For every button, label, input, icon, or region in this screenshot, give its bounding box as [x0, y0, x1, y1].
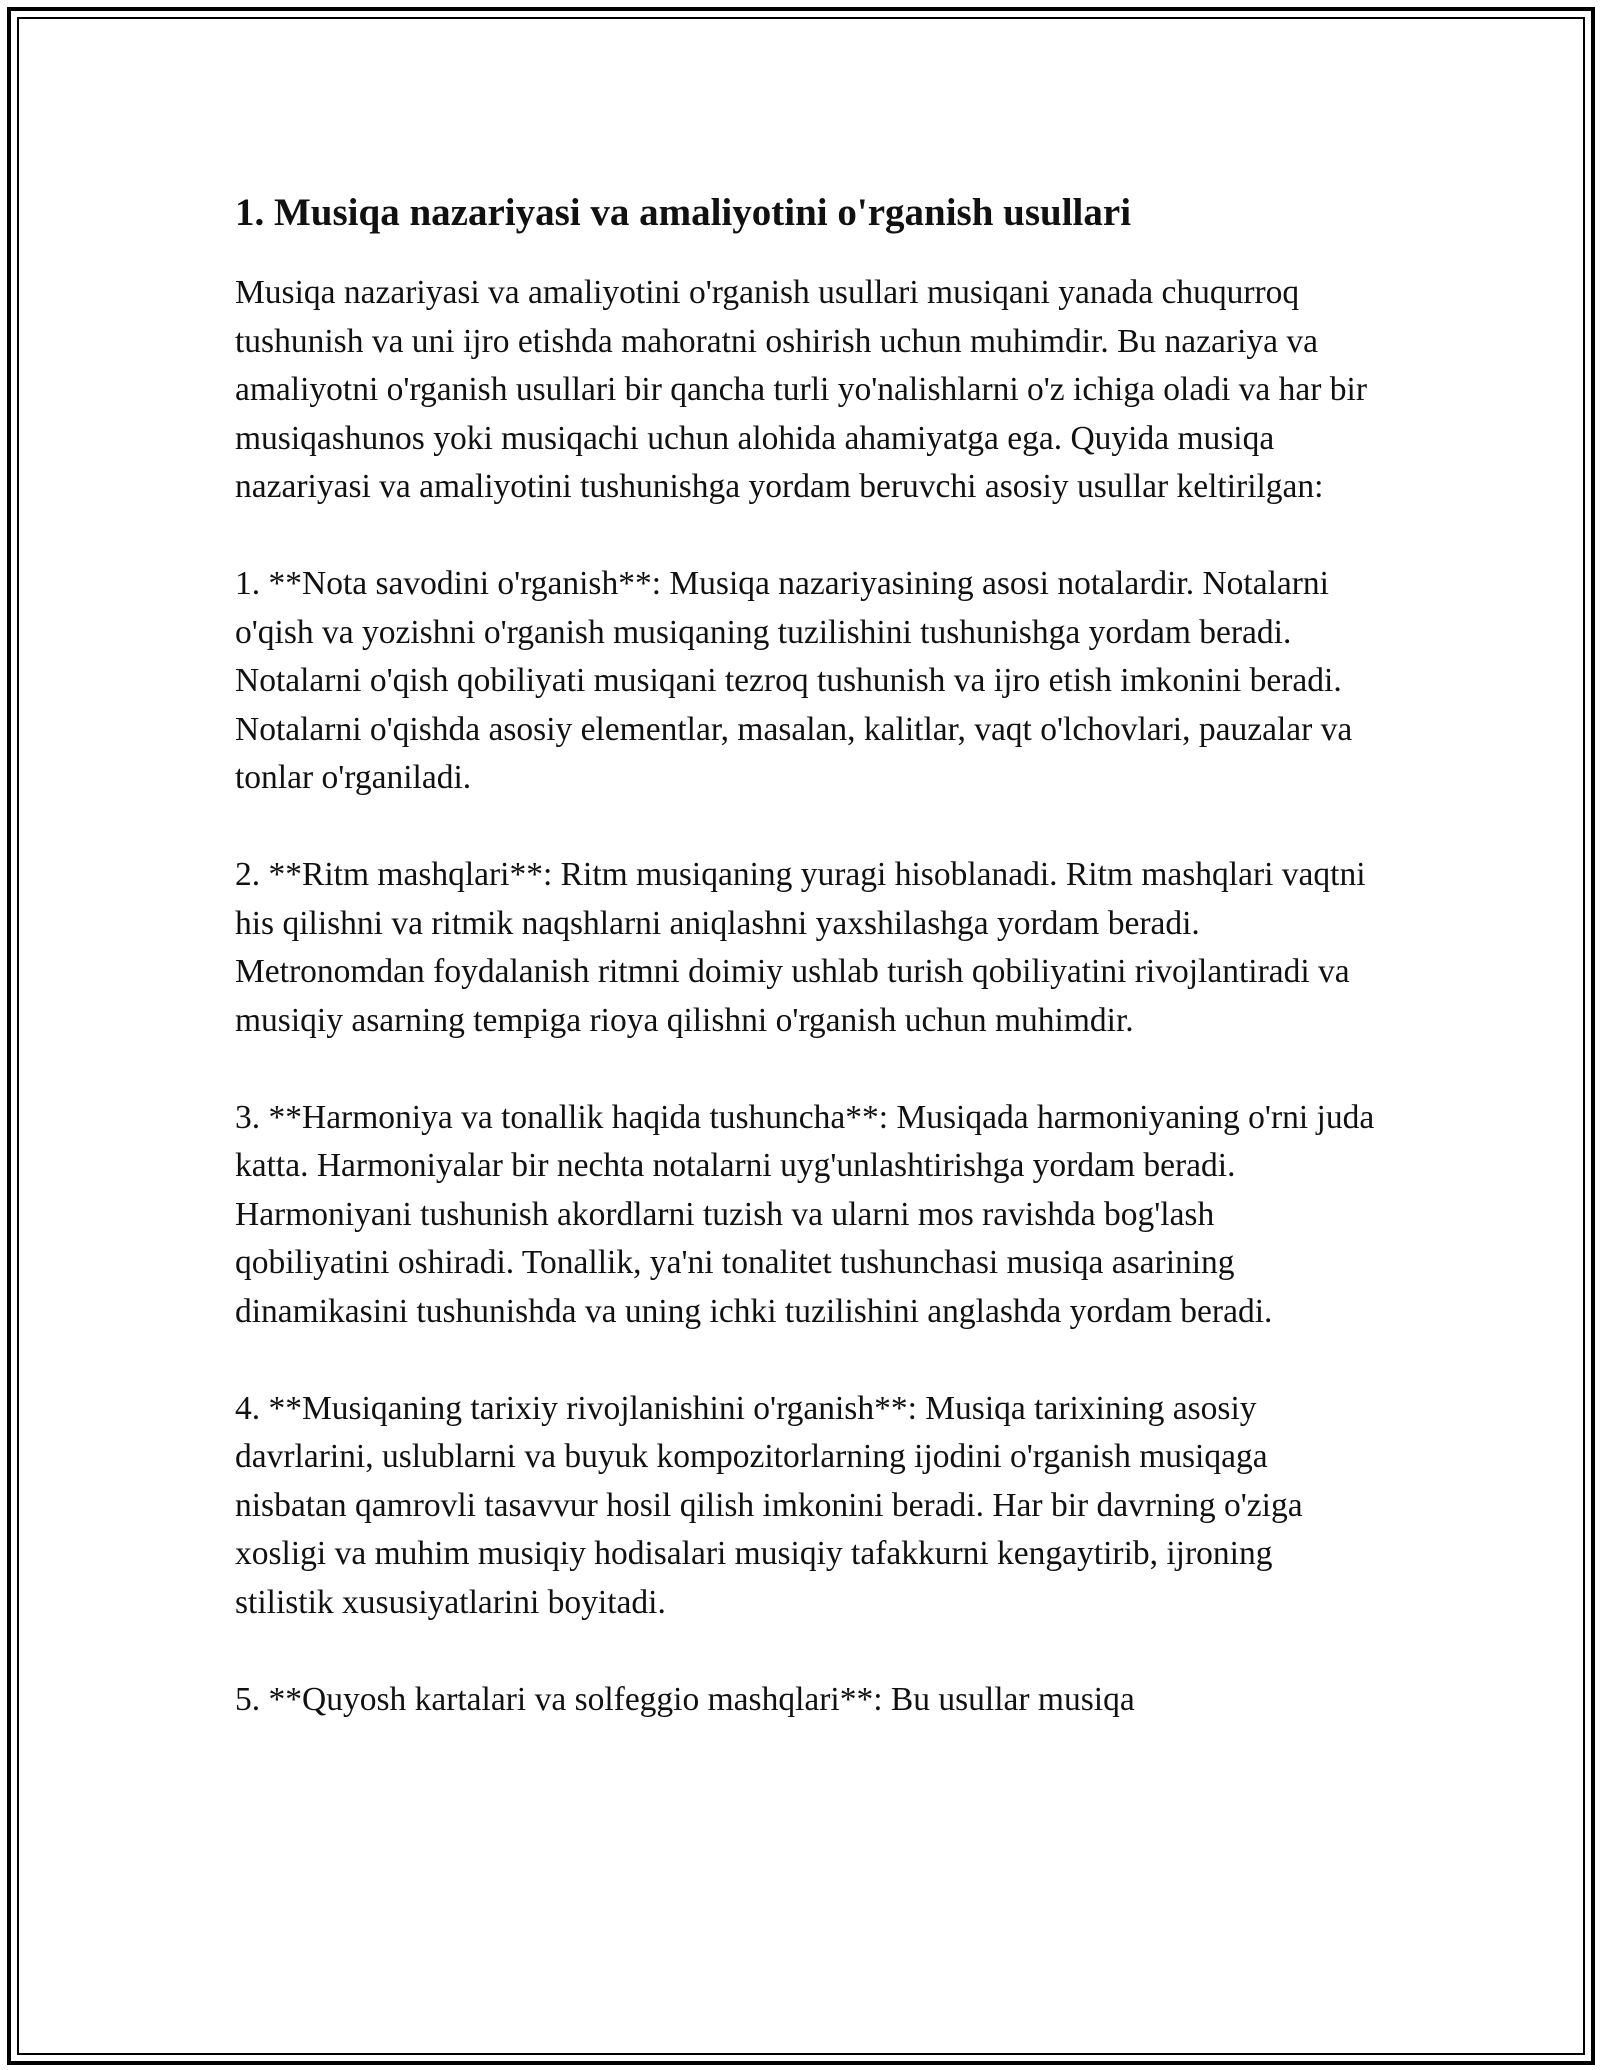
list-item-solfeggio: 5. **Quyosh kartalari va solfeggio mashqlari**: Bu usullar musiqa — [235, 1680, 1135, 1718]
list-item-harmoniya: 3. **Harmoniya va tonallik haqida tushuncha**: Musiqada harmoniyaning o'rni juda katta. Harmoniyalar bir nechta notalarni uyg'unlashtirishga yordam beradi. Harmoniyani tushunish akordlarni tuzish va ularni mos ravishda bog'lash qobiliyatini oshiradi. Tonallik, ya'ni tonalitet tushunchasi musiqa asarining dinamikasini tushunishda va uning ichki tuzilishini anglashda yordam beradi. — [235, 1098, 1375, 1330]
document-body — [235, 185, 1375, 1724]
section-title: 1. Musiqa nazariyasi va amaliyotini o'rganish usullari — [235, 191, 1132, 234]
list-item-tarixiy-rivojlanish: 4. **Musiqaning tarixiy rivojlanishini o'rganish**: Musiqa tarixining asosiy davrlarini, uslublarni va buyuk kompozitorlarning ijodini o'rganish musiqaga nisbatan qamrovli tasavvur hosil qilish imkonini beradi. Har bir davrning o'ziga xosligi va muhim musiqiy hodisalari musiqiy tafakkurni kengaytirib, ijroning stilistik xususiyatlarini boyitadi. — [235, 1389, 1303, 1621]
list-item-ritm-mashqlari: 2. **Ritm mashqlari**: Ritm musiqaning yuragi hisoblanadi. Ritm mashqlari vaqtni his qilishni va ritmik naqshlarni aniqlashni yaxshilashga yordam beradi. Metronomdan foydalanish ritmni doimiy ushlab turish qobiliyatini rivojlantiradi va musiqiy asarning tempiga rioya qilishni o'rganish uchun muhimdir. — [235, 856, 1366, 1039]
intro-paragraph: Musiqa nazariyasi va amaliyotini o'rganish usullari musiqani yanada chuqurroq tushunish va uni ijro etishda mahoratni oshirish uchun muhimdir. Bu nazariya va amaliyotni o'rganish usullari bir qancha turli yo'nalishlarni o'z ichiga oladi va har bir musiqashunos yoki musiqachi uchun alohida ahamiyatga ega. Quyida musiqa nazariyasi va amaliyotini tushunishga yordam beruvchi asosiy usullar keltirilgan: — [235, 274, 1367, 505]
list-item-nota-savodi: 1. **Nota savodini o'rganish**: Musiqa nazariyasining asosi notalardir. Notalarni o'qish va yozishni o'rganish musiqaning tuzilishini tushunishga yordam beradi. Notalarni o'qish qobiliyati musiqani tezroq tushunish va ijro etish imkonini beradi. Notalarni o'qishda asosiy elementlar, masalan, kalitlar, vaqt o'lchovlari, pauzalar va tonlar o'rganiladi. — [235, 565, 1353, 796]
